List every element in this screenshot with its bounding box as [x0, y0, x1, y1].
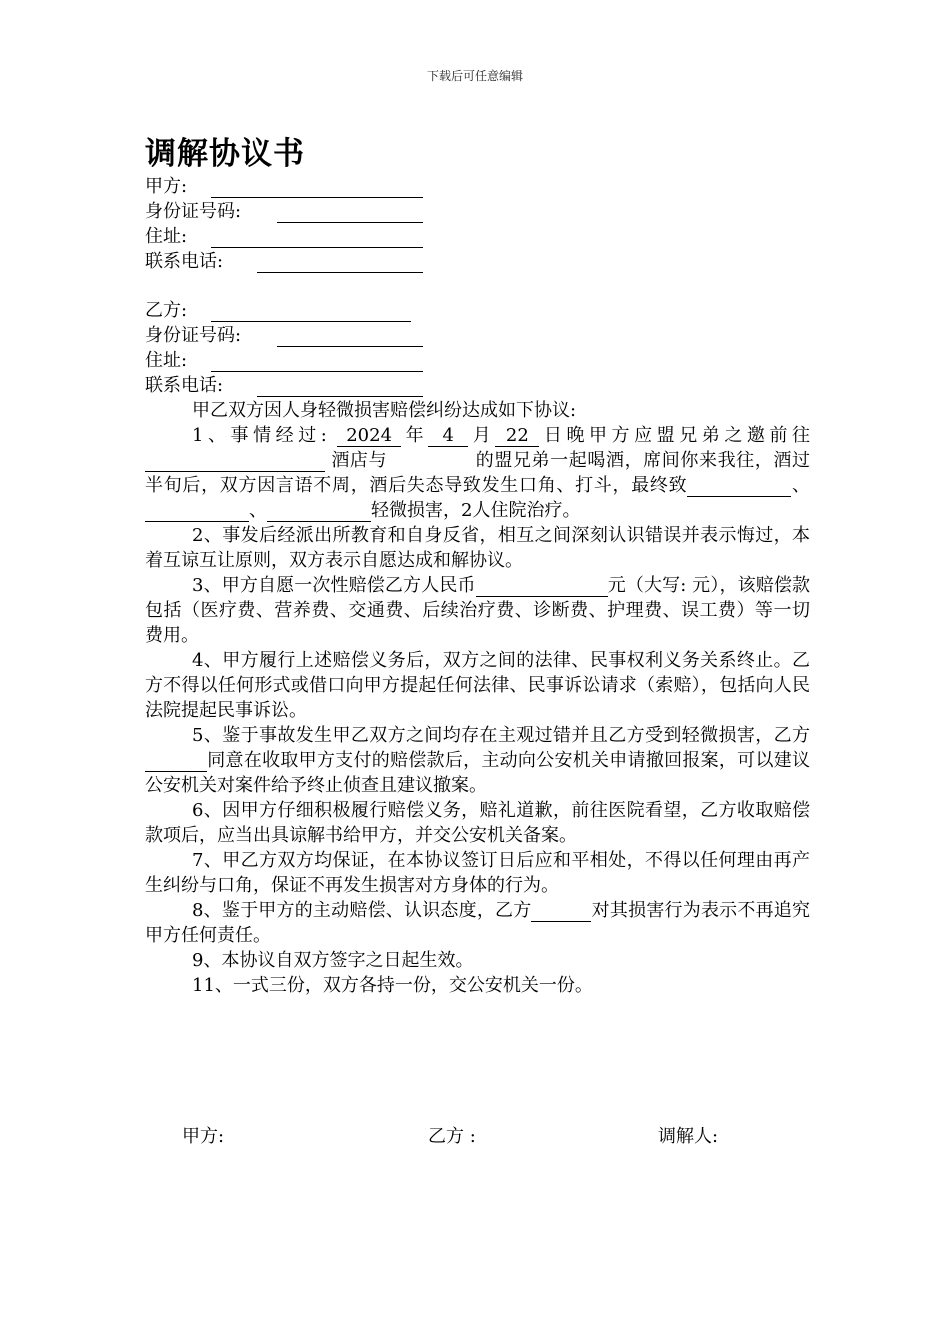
party-a-phone-label: 联系电话: — [145, 251, 224, 272]
clause-5: 5、鉴于事故发生甲乙双方之间均存在主观过错并且乙方受到轻微损害，乙方 同意在收取甲方支付的赔偿款后，主动向公安机关申请撤回报案，可以建议公安机关对案件给予终止侦查且建议撤案。 — [145, 725, 810, 796]
party-a-phone-field — [145, 250, 223, 274]
party-a-id-label: 身份证号码: — [145, 201, 242, 222]
party-a-address-blank[interactable] — [211, 225, 423, 248]
party-b-phone-blank[interactable] — [257, 374, 423, 397]
party-a-id-field — [145, 200, 241, 224]
injured-person-1-blank[interactable] — [687, 475, 791, 497]
party-a-id-blank[interactable] — [277, 200, 423, 223]
signature-party-b[interactable]: 乙方 : — [428, 1126, 476, 1147]
party-a-phone-blank[interactable] — [257, 250, 423, 273]
party-a-name-blank[interactable] — [211, 175, 423, 198]
party-b-phone-label: 联系电话: — [145, 375, 224, 396]
party-b-id-blank[interactable] — [277, 324, 423, 347]
party-b-address-blank[interactable] — [211, 349, 423, 372]
clause-9: 9、本协议自双方签字之日起生效。 — [192, 950, 474, 971]
party-a-name-label: 甲方: — [145, 176, 188, 197]
clause-6: 6、因甲方仔细积极履行赔偿义务，赔礼道歉，前往医院看望，乙方收取赔偿款项后，应当出具谅解书给甲方，并交公安机关备案。 — [145, 800, 810, 846]
party-b-address-label: 住址: — [145, 350, 188, 371]
clause-7: 7、甲乙方双方均保证，在本协议签订日后应和平相处，不得以任何理由再产生纠纷与口角，保证不再发生损害对方身体的行为。 — [145, 850, 810, 896]
clause-3: 3、甲方自愿一次性赔偿乙方人民币 元（大写: 元），该赔偿款包括（医疗费、营养费、交通费、后续治疗费、诊断费、护理费、误工费）等一切费用。 — [145, 575, 810, 646]
party-b-name-blank[interactable] — [211, 299, 411, 322]
clause-2: 2、事发后经派出所教育和自身反省，相互之间深刻认识错误并表示悔过，本着互谅互让原则，双方表示自愿达成和解协议。 — [145, 525, 810, 571]
party-a-address-label: 住址: — [145, 226, 188, 247]
clause-8: 8、鉴于甲方的主动赔偿、认识态度，乙方 对其损害行为表示不再追究甲方任何责任。 — [145, 900, 811, 946]
party-b-name-blank-clause5[interactable] — [145, 750, 207, 772]
month-value[interactable]: 4 — [428, 425, 468, 447]
document-title: 调解协议书 — [145, 136, 305, 172]
day-value[interactable]: 22 — [495, 425, 539, 447]
year-value[interactable]: 2024 — [337, 425, 401, 447]
party-b-address-field — [145, 349, 187, 373]
party-b-id-field — [145, 324, 241, 348]
clause-11: 11、一式三份，双方各持一份，交公安机关一份。 — [192, 975, 593, 996]
party-a-address-field — [145, 225, 187, 249]
clause-4: 4、甲方履行上述赔偿义务后，双方之间的法律、民事权利义务关系终止。乙方不得以任何形式或借口向甲方提起任何法律、民事诉讼请求（索赔），包括向人民法院提起民事诉讼。 — [145, 650, 810, 721]
header-note: 下载后可任意编辑 — [426, 69, 523, 83]
agreement-body — [145, 398, 810, 998]
party-b-phone-field — [145, 374, 223, 398]
party-b-name-label: 乙方: — [145, 300, 188, 321]
party-b-name-blank-clause8[interactable] — [531, 900, 591, 922]
clause-1: 1、事情经过: 2024 年 4 月 22 日晚甲方应盟兄弟之邀前往 酒店与 的盟兄弟一起喝酒，席间你来我往，酒过半旬后，双方因言语不周，酒后失态导致发生口角、打斗，最终致 、 、 轻微损害，2人住院治疗。 — [145, 425, 810, 521]
hotel-name-blank[interactable] — [145, 450, 325, 472]
signature-party-a[interactable]: 甲方: — [182, 1126, 225, 1147]
injured-person-2-blank[interactable] — [145, 500, 249, 522]
party-b-name-field — [145, 299, 187, 323]
party-b-id-label: 身份证号码: — [145, 325, 242, 346]
companion-blank[interactable] — [387, 450, 475, 471]
intro-paragraph: 甲乙双方因人身轻微损害赔偿纠纷达成如下协议: — [192, 400, 577, 421]
compensation-amount-blank[interactable] — [476, 575, 608, 597]
injured-person-3-blank[interactable] — [267, 500, 371, 522]
party-a-name-field — [145, 175, 187, 199]
signature-mediator[interactable]: 调解人: — [658, 1126, 719, 1147]
